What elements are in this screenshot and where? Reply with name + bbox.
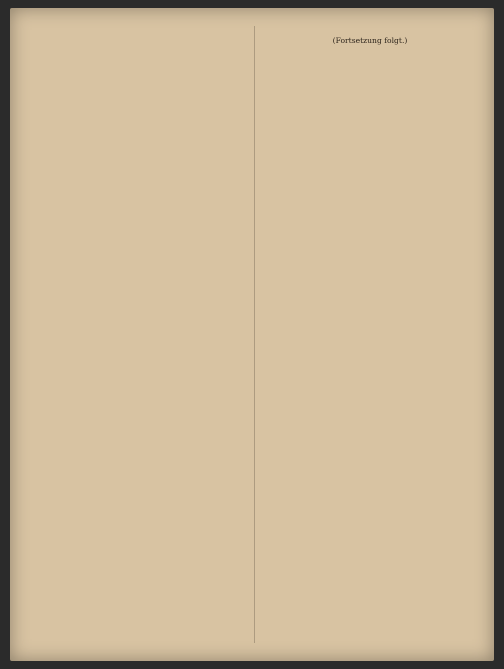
right-column [258, 30, 482, 643]
page-footer [24, 645, 480, 657]
left-column [24, 30, 252, 643]
newspaper-page [10, 8, 494, 661]
continued-note: (Fortsetzung folgt.) [332, 36, 408, 45]
column-divider [254, 26, 255, 643]
page-header [24, 14, 480, 26]
